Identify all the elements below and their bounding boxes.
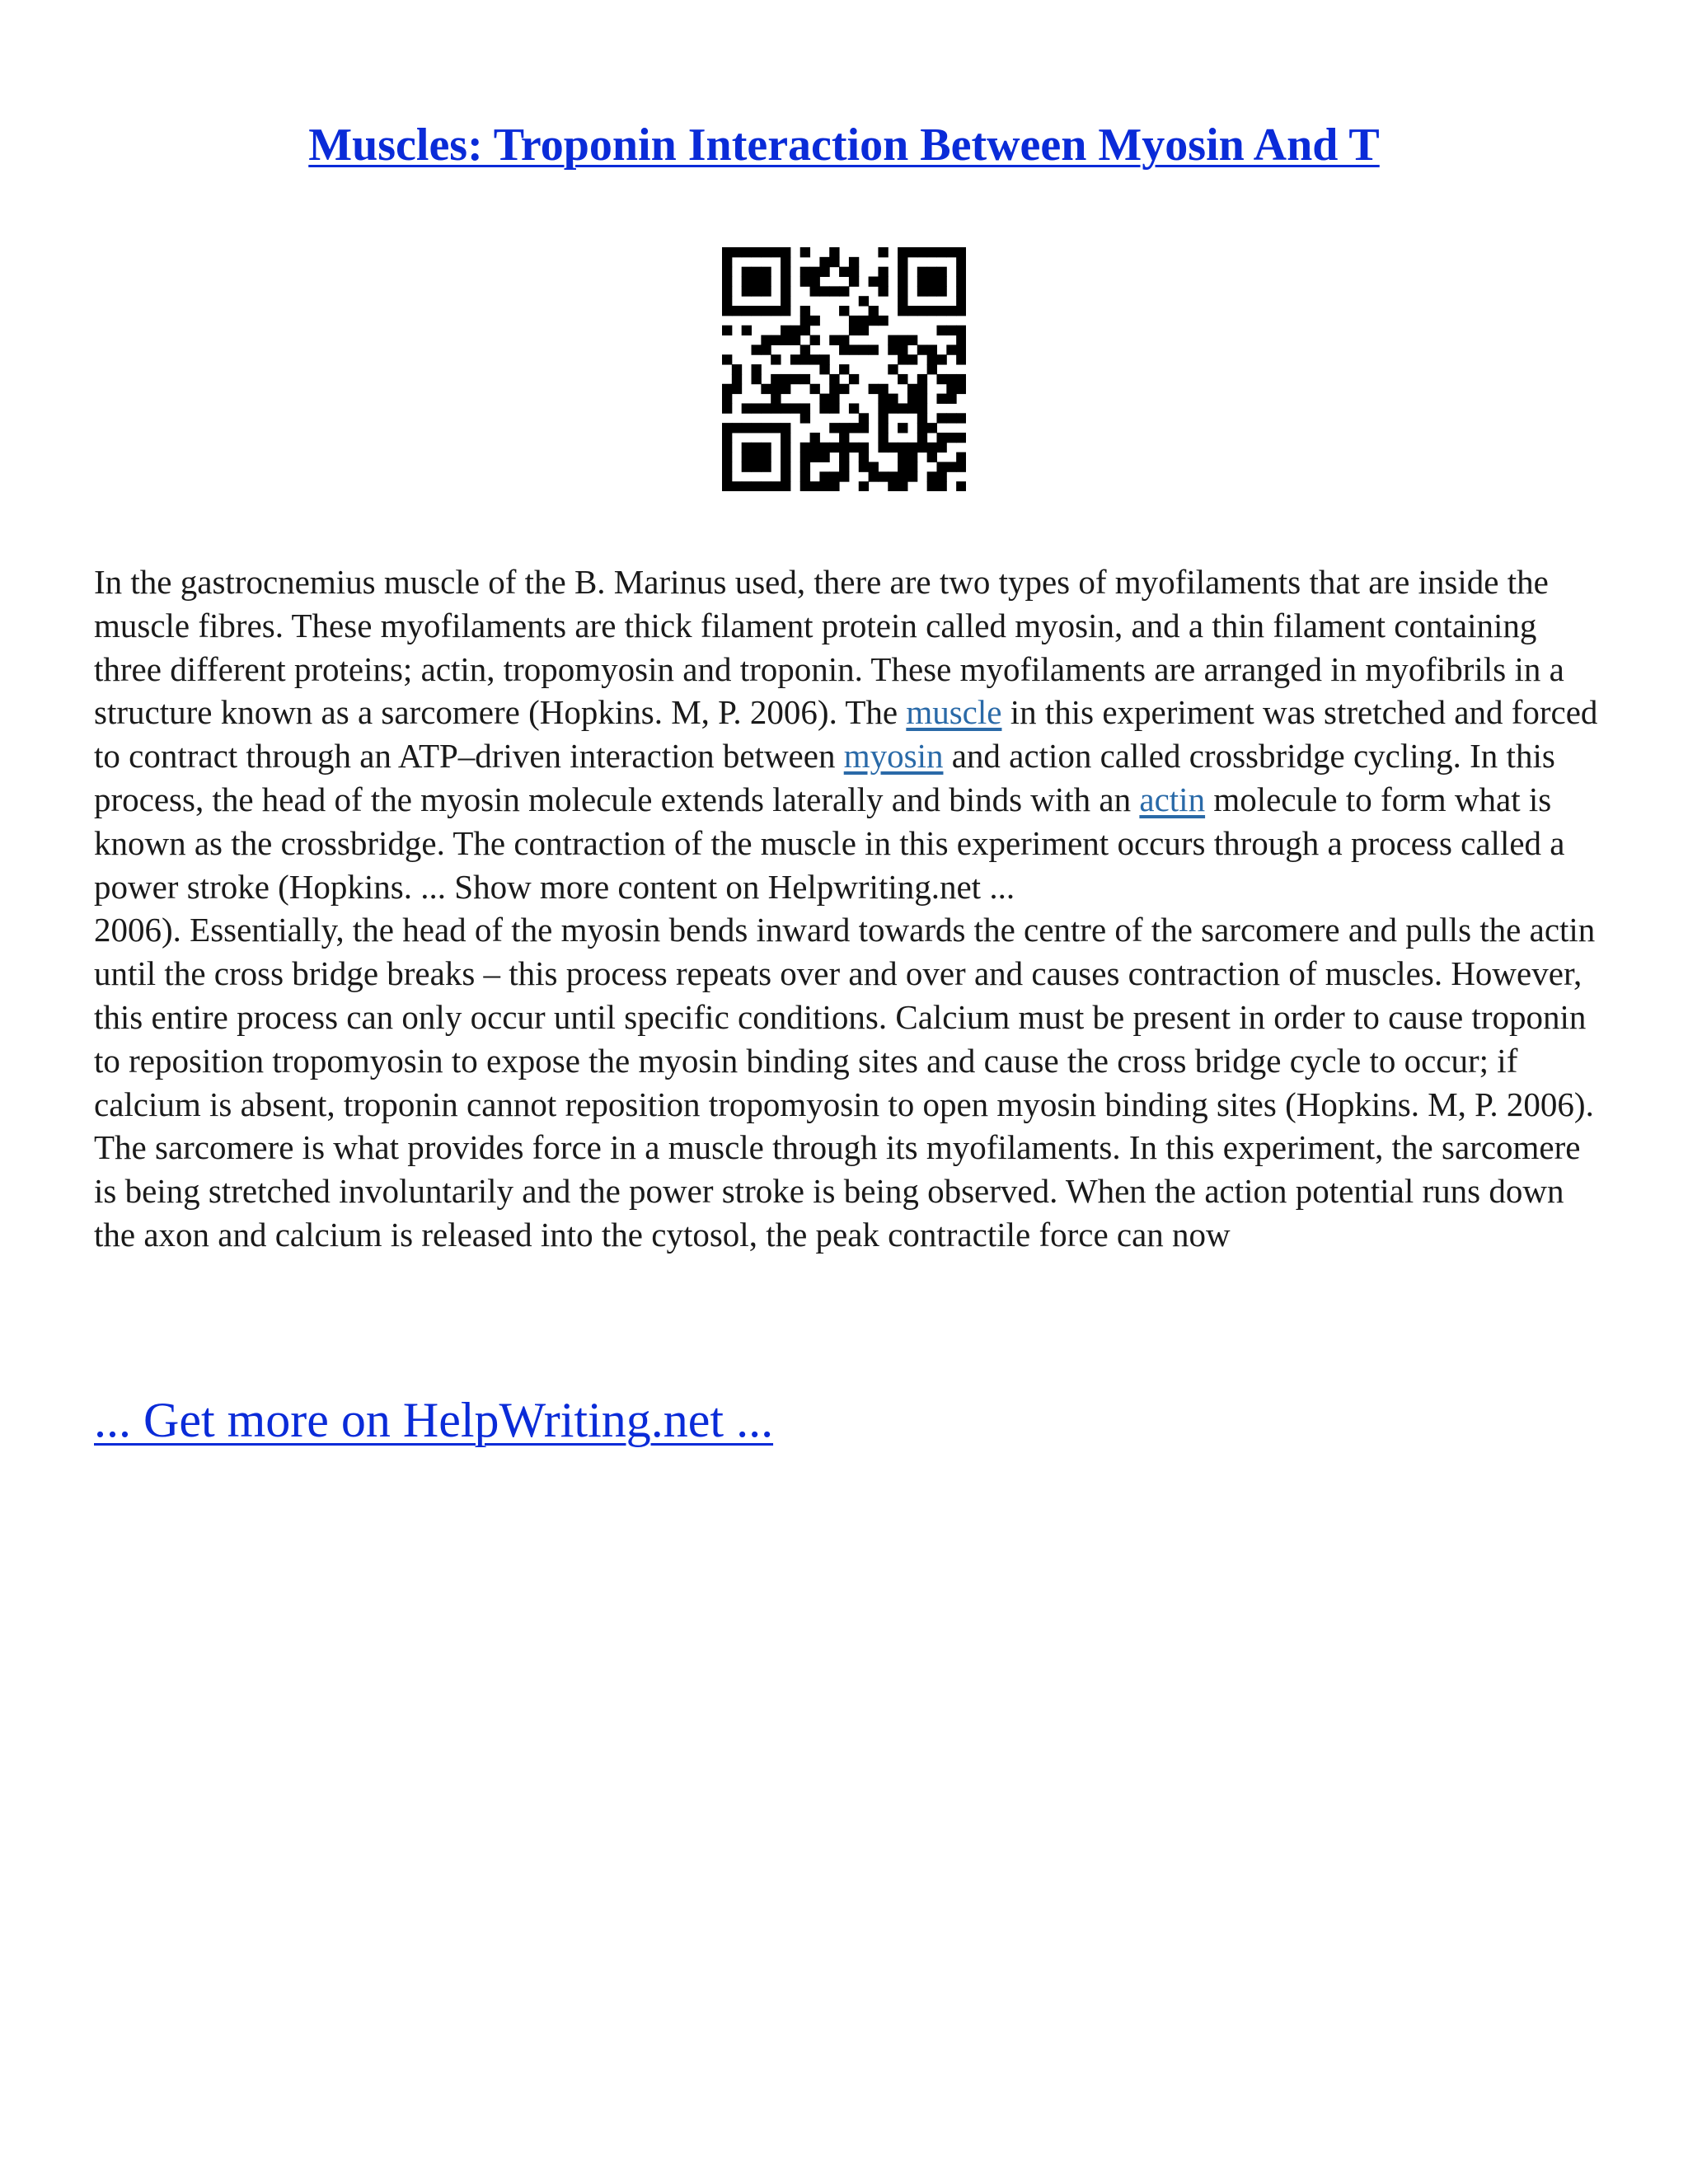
actin-link[interactable]: actin — [1139, 780, 1206, 818]
paragraph-1-text-d: molecule to form what is known as the crossbridge. The contraction of the muscle in this experiment occurs through a process called a power stroke (Hopkins. ... Show more content on Helpwriting.net ... — [94, 780, 1565, 906]
article-body — [94, 560, 1602, 1257]
page-title — [0, 115, 1688, 175]
paragraph-1-text-b: in this experiment was stretched and forced to contract through an ATP–driven interaction between — [94, 693, 1598, 776]
paragraph-1-text-a: In the gastrocnemius muscle of the B. Marinus used, there are two types of myofilaments that are inside the muscle fibres. These myofilaments are thick filament protein called myosin, and a thin filament containing three different proteins; actin, tropomyosin and troponin. These myofilaments are arranged in myofibrils in a structure known as a sarcomere (Hopkins. M, P. 2006). The — [94, 563, 1564, 732]
muscle-link[interactable]: muscle — [906, 693, 1002, 732]
get-more-link[interactable]: ... Get more on HelpWriting.net ... — [94, 1393, 774, 1447]
title-link[interactable]: Muscles: Troponin Interaction Between Myosin And T — [308, 120, 1380, 171]
paragraph-1-text-c: and action called crossbridge cycling. In this process, the head of the myosin molecule extends laterally and binds with an — [94, 737, 1555, 818]
qr-code-icon — [722, 247, 966, 491]
paragraph-1 — [94, 560, 1602, 908]
myosin-link[interactable]: myosin — [843, 737, 944, 776]
paragraph-2: 2006). Essentially, the head of the myosin bends inward towards the centre of the sarcomere and pulls the actin until the cross bridge breaks – this process repeats over and over and causes contraction of muscles. However, this entire process can only occur until specific conditions. Calcium must be present in order to cause troponin to reposition tropomyosin to expose the myosin binding sites and cause the cross bridge cycle to occur; if calcium is absent, troponin cannot reposition tropomyosin to open myosin binding sites (Hopkins. M, P. 2006). The sarcomere is what provides force in a muscle through its myofilaments. In this experiment, the sarcomere is being stretched involuntarily and the power stroke is being observed. When the action potential runs down the axon and calcium is released into the cytosol, the peak contractile force can now — [94, 911, 1596, 1254]
